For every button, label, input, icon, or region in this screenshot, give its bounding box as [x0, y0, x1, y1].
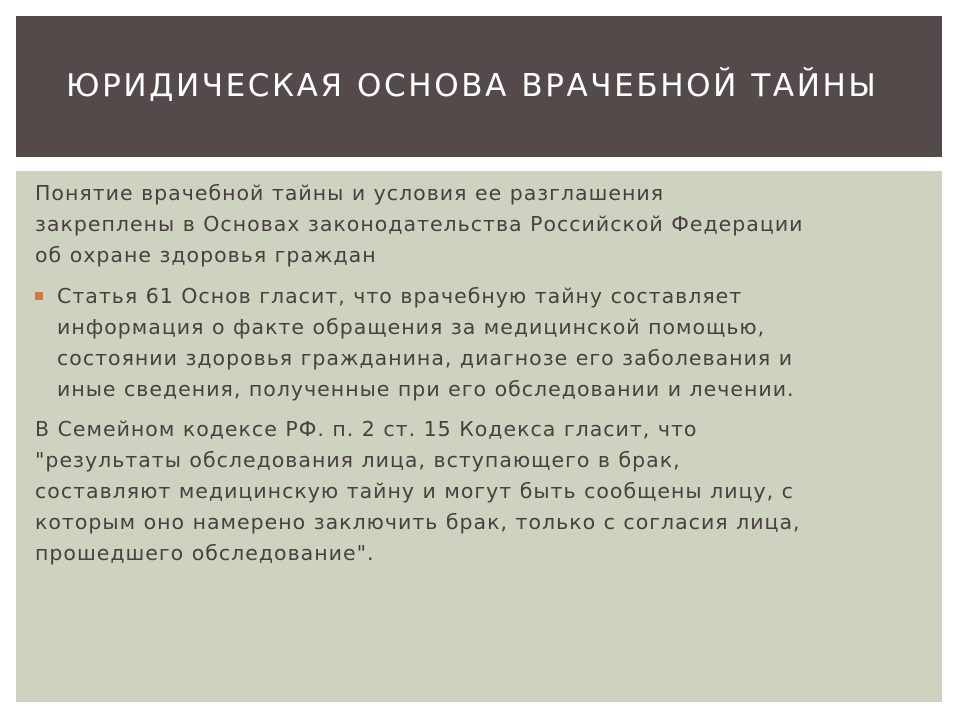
family-code-line: прошедшего обследование".	[35, 541, 375, 565]
bullet-line: Статья 61 Основ гласит, что врачебную тайну составляет	[57, 284, 743, 308]
family-code-line: "результаты обследования лица, вступающего в брак,	[35, 448, 681, 472]
bullet-line: информация о факте обращения за медицинской помощью,	[57, 315, 766, 339]
family-code-paragraph	[35, 414, 801, 569]
content-panel	[16, 171, 942, 702]
family-code-line: В Семейном кодексе РФ. п. 2 ст. 15 Кодекса гласит, что	[35, 417, 698, 441]
bullet-text	[57, 281, 795, 405]
family-code-line: составляют медицинскую тайну и могут быть сообщены лицу, с	[35, 479, 794, 503]
intro-paragraph	[35, 178, 803, 271]
bullet-line: иные сведения, полученные при его обследовании и лечении.	[57, 377, 795, 401]
intro-line: закреплены в Основах законодательства Российской Федерации	[35, 212, 804, 236]
title-bar	[16, 16, 942, 157]
slide-title: ЮРИДИЧЕСКАЯ ОСНОВА ВРАЧЕБНОЙ ТАЙНЫ	[66, 68, 879, 104]
bullet-line: состоянии здоровья гражданина, диагнозе его заболевания и	[57, 346, 794, 370]
family-code-line: которым оно намерено заключить брак, только с согласия лица,	[35, 510, 801, 534]
square-bullet-icon	[35, 292, 43, 300]
intro-line: Понятие врачебной тайны и условия ее разглашения	[35, 181, 665, 205]
intro-line: об охране здоровья граждан	[35, 243, 377, 267]
